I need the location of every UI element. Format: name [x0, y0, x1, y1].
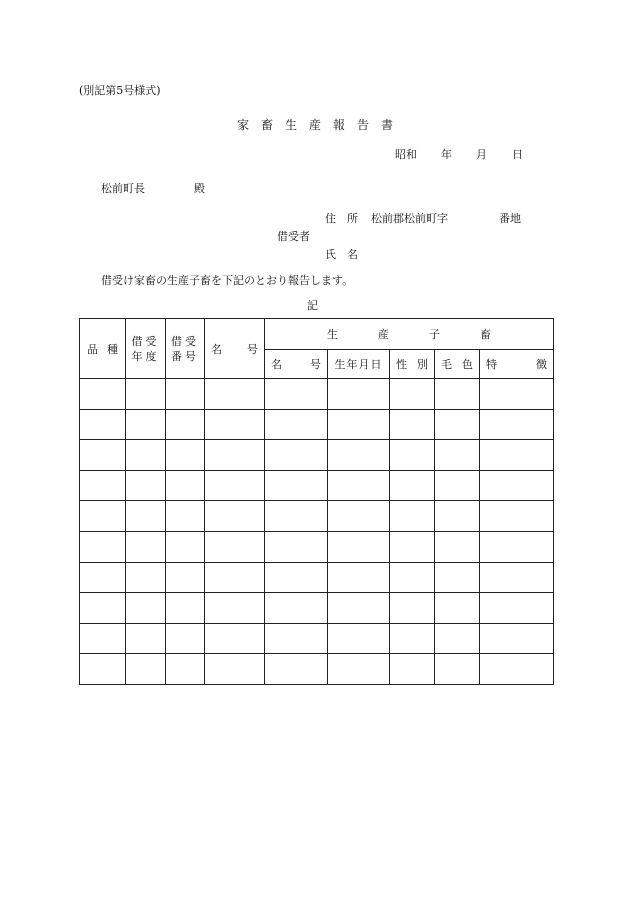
body-text: 借受け家畜の生産子畜を下記のとおり報告します。 [101, 274, 354, 287]
header-text: 畜 [480, 328, 491, 341]
header-meigo [205, 319, 265, 379]
table-cell[interactable] [480, 470, 554, 501]
table-cell[interactable] [328, 531, 390, 562]
table-cell[interactable] [80, 623, 126, 654]
table-cell[interactable] [205, 531, 265, 562]
table-cell[interactable] [480, 654, 554, 685]
subheader-seibetsu [390, 350, 435, 379]
table-cell[interactable] [328, 562, 390, 593]
document-title: 家 畜 生 産 報 告 書 [237, 118, 394, 132]
table-cell[interactable] [80, 654, 126, 685]
header-text: 名 [211, 342, 222, 356]
header-text: 年度 [131, 349, 160, 363]
table-cell[interactable] [80, 531, 126, 562]
table-cell[interactable] [166, 562, 205, 593]
table-cell[interactable] [80, 440, 126, 471]
table-cell[interactable] [390, 654, 435, 685]
table-cell[interactable] [205, 623, 265, 654]
table-cell[interactable] [480, 593, 554, 624]
table-cell[interactable] [435, 623, 480, 654]
table-cell[interactable] [328, 654, 390, 685]
table-cell[interactable] [166, 501, 205, 532]
table-cell[interactable] [328, 470, 390, 501]
table-cell[interactable] [166, 593, 205, 624]
table-cell[interactable] [126, 654, 166, 685]
header-text: 別 [417, 358, 428, 371]
header-text: 産 [378, 328, 389, 341]
header-text: 借受 [131, 334, 160, 348]
table-cell[interactable] [435, 409, 480, 440]
table-cell[interactable] [390, 440, 435, 471]
table-cell[interactable] [435, 654, 480, 685]
table-cell[interactable] [390, 379, 435, 410]
header-text: 性 [396, 358, 407, 371]
addressee-honorific: 殿 [194, 182, 205, 195]
table-cell[interactable] [80, 501, 126, 532]
table-row [80, 623, 554, 654]
header-row-1 [80, 319, 554, 350]
table-cell[interactable] [80, 409, 126, 440]
table-cell[interactable] [265, 501, 328, 532]
ki-heading: 記 [307, 299, 318, 312]
table-cell[interactable] [480, 409, 554, 440]
date-month: 月 [476, 148, 487, 161]
table-cell[interactable] [205, 409, 265, 440]
table-cell[interactable] [205, 470, 265, 501]
table-cell[interactable] [390, 470, 435, 501]
header-text: 品 [87, 342, 98, 356]
table-cell[interactable] [205, 654, 265, 685]
table-cell[interactable] [435, 440, 480, 471]
header-hinshu [80, 319, 126, 379]
header-text: 生 [327, 328, 338, 341]
table-cell[interactable] [205, 440, 265, 471]
form-number: (別記第5号様式) [79, 84, 161, 97]
table-row [80, 593, 554, 624]
header-text: 番号 [171, 349, 199, 363]
table-cell[interactable] [435, 593, 480, 624]
table-cell[interactable] [166, 409, 205, 440]
table-cell[interactable] [265, 623, 328, 654]
header-text: 徴 [536, 358, 548, 371]
table-row [80, 440, 554, 471]
subheader-keshoku [435, 350, 480, 379]
table-row [80, 562, 554, 593]
table-row [80, 470, 554, 501]
table-cell[interactable] [328, 379, 390, 410]
table-cell[interactable] [166, 654, 205, 685]
header-text: 子 [429, 328, 440, 341]
date-day: 日 [512, 148, 523, 161]
table-row [80, 409, 554, 440]
table-cell[interactable] [480, 501, 554, 532]
header-text: 名 [271, 358, 282, 371]
table-cell[interactable] [435, 379, 480, 410]
table-cell[interactable] [166, 623, 205, 654]
table-cell[interactable] [126, 440, 166, 471]
header-text: 号 [247, 342, 258, 356]
table-cell[interactable] [80, 470, 126, 501]
table-cell[interactable] [166, 379, 205, 410]
table-cell[interactable] [126, 409, 166, 440]
table-cell[interactable] [80, 593, 126, 624]
table-cell[interactable] [265, 531, 328, 562]
table-cell[interactable] [265, 470, 328, 501]
table-cell[interactable] [435, 501, 480, 532]
table-cell[interactable] [328, 409, 390, 440]
subheader-meigo [265, 350, 328, 379]
subheader-tokucho [480, 350, 554, 379]
table-cell[interactable] [205, 501, 265, 532]
table-cell[interactable] [435, 470, 480, 501]
sender-role: 借受者 [277, 230, 310, 243]
table-cell[interactable] [265, 654, 328, 685]
header-text: 借受 [171, 334, 199, 348]
date-year: 年 [441, 148, 452, 161]
table-cell[interactable] [205, 562, 265, 593]
address-suffix: 番地 [499, 212, 521, 225]
table-cell[interactable] [328, 593, 390, 624]
table-cell[interactable] [166, 440, 205, 471]
table-cell[interactable] [390, 531, 435, 562]
date-era: 昭和 [395, 148, 417, 161]
header-kariuke-nendo [126, 319, 166, 379]
table-cell[interactable] [265, 562, 328, 593]
table-row [80, 501, 554, 532]
table-cell[interactable] [205, 379, 265, 410]
address-label: 住 所 [325, 212, 358, 225]
table-cell[interactable] [80, 379, 126, 410]
table-cell[interactable] [265, 593, 328, 624]
header-kariuke-bango [166, 319, 205, 379]
table-cell[interactable] [435, 562, 480, 593]
report-table [79, 318, 554, 685]
header-text: 種 [107, 342, 118, 356]
header-text: 特 [486, 358, 497, 371]
table-cell[interactable] [480, 531, 554, 562]
table-cell[interactable] [390, 593, 435, 624]
table-cell[interactable] [480, 440, 554, 471]
table-cell[interactable] [390, 623, 435, 654]
table-cell[interactable] [390, 562, 435, 593]
table-cell[interactable] [480, 379, 554, 410]
table-cell[interactable] [328, 623, 390, 654]
address-value: 松前郡松前町字 [371, 212, 448, 225]
table-cell[interactable] [80, 562, 126, 593]
table-cell[interactable] [328, 440, 390, 471]
table-cell[interactable] [126, 593, 166, 624]
name-label: 氏 名 [325, 248, 358, 261]
table-cell[interactable] [480, 562, 554, 593]
table-row [80, 531, 554, 562]
table-cell[interactable] [265, 379, 328, 410]
header-text: 色 [462, 358, 473, 371]
table-row [80, 379, 554, 410]
table-row [80, 654, 554, 685]
table-cell[interactable] [480, 623, 554, 654]
table-cell[interactable] [205, 593, 265, 624]
table-cell[interactable] [126, 562, 166, 593]
header-seisan-koshiku [265, 319, 554, 350]
header-text: 生年月日 [334, 358, 383, 371]
table-cell[interactable] [435, 531, 480, 562]
table-cell[interactable] [126, 623, 166, 654]
subheader-seinengappi [328, 350, 390, 379]
table-cell[interactable] [166, 531, 205, 562]
table-cell[interactable] [265, 440, 328, 471]
table-cell[interactable] [126, 470, 166, 501]
table-cell[interactable] [390, 501, 435, 532]
table-cell[interactable] [265, 409, 328, 440]
table-cell[interactable] [126, 531, 166, 562]
table-body [80, 379, 554, 685]
table-cell[interactable] [126, 501, 166, 532]
table-cell[interactable] [166, 470, 205, 501]
addressee-name: 松前町長 [101, 182, 145, 195]
table-cell[interactable] [328, 501, 390, 532]
table-cell[interactable] [390, 409, 435, 440]
header-text: 号 [310, 358, 321, 371]
header-text: 毛 [441, 358, 452, 371]
table-cell[interactable] [126, 379, 166, 410]
